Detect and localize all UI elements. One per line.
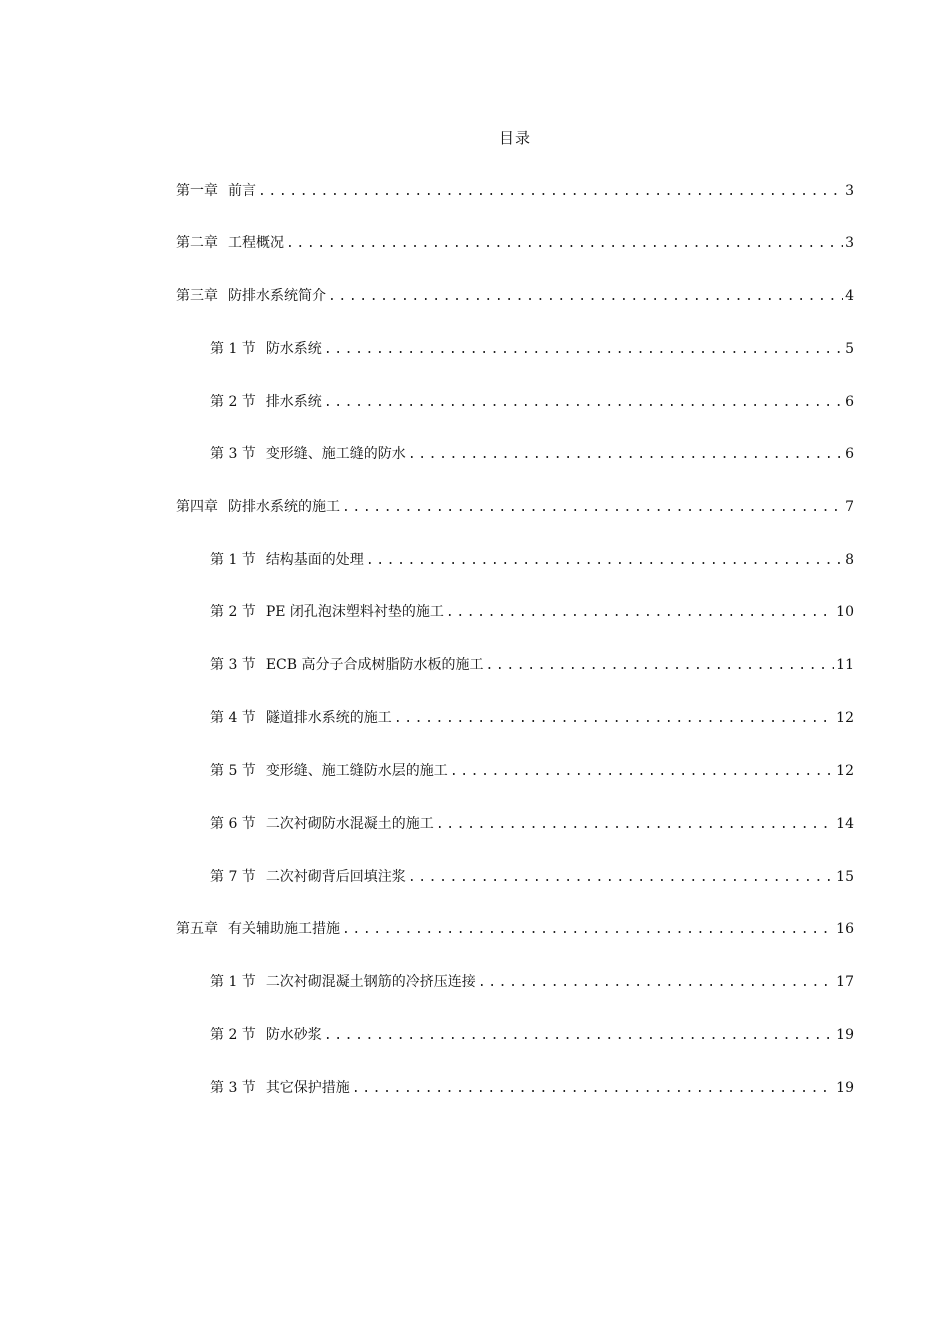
toc-entry-label [210,654,483,676]
toc-entry-page: 14 [836,816,854,832]
toc-entry-label [210,971,476,993]
toc-entry-title: PE 闭孔泡沫塑料衬垫的施工 [265,604,444,620]
toc-entry-label [210,707,392,729]
toc-entry-page: 12 [836,710,854,726]
toc-entry-number: 第四章 [176,499,218,515]
toc-entry-page: 10 [836,604,854,620]
toc-entry-title: 防水系统 [265,341,322,357]
toc-entry[interactable] [176,232,854,254]
toc-entry-title: 变形缝、施工缝防水层的施工 [265,763,448,779]
toc-entry-page: 17 [836,974,854,990]
toc-entry[interactable] [210,1077,854,1099]
toc-entry-page: 12 [836,763,854,779]
toc-dot-leader [352,1078,834,1100]
toc-entry-label [210,813,434,835]
toc-entry-number: 第 1 节 [210,552,256,568]
toc-entry[interactable] [210,866,854,888]
toc-entry-number: 第 1 节 [210,974,256,990]
toc-entry-number: 第 5 节 [210,763,256,779]
toc-entry-label [210,443,406,465]
toc-dot-leader [408,444,843,466]
toc-entry-title: ECB 高分子合成树脂防水板的施工 [265,657,484,673]
toc-entry-label [210,549,364,571]
toc-entry-page: 15 [836,869,854,885]
toc-entry-title: 排水系统 [265,394,322,410]
toc-dot-leader [286,233,843,255]
toc-entry-number: 第 1 节 [210,341,256,357]
toc-dot-leader [450,761,834,783]
toc-entry[interactable] [176,496,854,518]
toc-entry-label [176,180,256,202]
toc-entry-number: 第 2 节 [210,394,256,410]
toc-entry-label [210,866,406,888]
toc-entry-title: 隧道排水系统的施工 [265,710,392,726]
toc-entry[interactable] [176,180,854,202]
toc-entry-title: 工程概况 [228,235,284,251]
toc-entry[interactable] [210,654,854,676]
toc-dot-leader [324,339,843,361]
toc-entry[interactable] [210,971,854,993]
toc-entry-title: 二次衬砌混凝土钢筋的冷挤压连接 [265,974,476,990]
toc-entry-title: 其它保护措施 [265,1080,350,1096]
toc-entry[interactable] [210,707,854,729]
toc-entry-label [210,391,322,413]
toc-entry[interactable] [210,601,854,623]
toc-entry-page: 8 [845,552,854,568]
toc-entry-page: 6 [845,446,854,462]
toc-dot-leader [366,550,843,572]
toc-entry[interactable] [176,285,854,307]
toc-dot-leader [328,286,843,308]
toc-entry-title: 二次衬砌背后回填注浆 [265,869,406,885]
toc-entry-page: 11 [836,657,854,673]
toc-entry-title: 有关辅助施工措施 [228,921,340,937]
toc-entry[interactable] [210,549,854,571]
toc-entry-number: 第三章 [176,288,218,304]
toc-entry[interactable] [210,338,854,360]
toc-entry-number: 第 6 节 [210,816,256,832]
toc-dot-leader [408,867,834,889]
toc-entry-number: 第二章 [176,235,218,251]
toc-entry-number: 第 3 节 [210,657,256,673]
toc-entry-number: 第 2 节 [210,604,256,620]
toc-entry-title: 结构基面的处理 [265,552,364,568]
toc-entry-number: 第 7 节 [210,869,256,885]
toc-entry-number: 第 4 节 [210,710,256,726]
toc-entry-label [176,918,340,940]
toc-entry-page: 19 [836,1080,854,1096]
toc-dot-leader [436,814,834,836]
toc-dot-leader [485,655,834,677]
toc-entry-page: 5 [845,341,854,357]
toc-entry-page: 3 [845,183,854,199]
toc-entry[interactable] [210,443,854,465]
toc-entry-number: 第 2 节 [210,1027,256,1043]
toc-dot-leader [324,392,843,414]
toc-entry-label [210,601,444,623]
toc-entry-number: 第 3 节 [210,1080,256,1096]
toc-dot-leader [258,181,843,203]
toc-entry[interactable] [176,918,854,940]
toc-entry-title: 防排水系统的施工 [228,499,340,515]
toc-entry-title: 二次衬砌防水混凝土的施工 [265,816,434,832]
toc-entry-page: 3 [845,235,854,251]
toc-dot-leader [446,602,834,624]
toc-entry-label [176,496,340,518]
toc-entry-page: 7 [845,499,854,515]
toc-entry[interactable] [210,813,854,835]
toc-entry[interactable] [210,760,854,782]
toc-dot-leader [478,972,834,994]
toc-title: 目录 [498,129,531,147]
toc-dot-leader [342,497,843,519]
toc-entry-label [210,1024,322,1046]
toc-entry[interactable] [210,1024,854,1046]
toc-entry-label [176,232,284,254]
toc-entry-title: 防水砂浆 [265,1027,322,1043]
toc-entry-label [176,285,326,307]
toc-entry-number: 第 3 节 [210,446,256,462]
toc-entry-page: 6 [845,394,854,410]
toc-dot-leader [342,919,834,941]
toc-entry-label [210,1077,350,1099]
toc-entry-page: 4 [845,288,854,304]
toc-dot-leader [394,708,834,730]
toc-entry-label [210,760,448,782]
toc-entry-title: 变形缝、施工缝的防水 [265,446,406,462]
toc-entry-number: 第一章 [176,183,218,199]
toc-entry-title: 前言 [228,183,256,199]
toc-entry-label [210,338,322,360]
toc-entry-title: 防排水系统简介 [228,288,326,304]
toc-entry[interactable] [210,391,854,413]
toc-entry-number: 第五章 [176,921,218,937]
toc-dot-leader [324,1025,834,1047]
toc-entry-page: 19 [836,1027,854,1043]
toc-entry-page: 16 [836,921,854,937]
